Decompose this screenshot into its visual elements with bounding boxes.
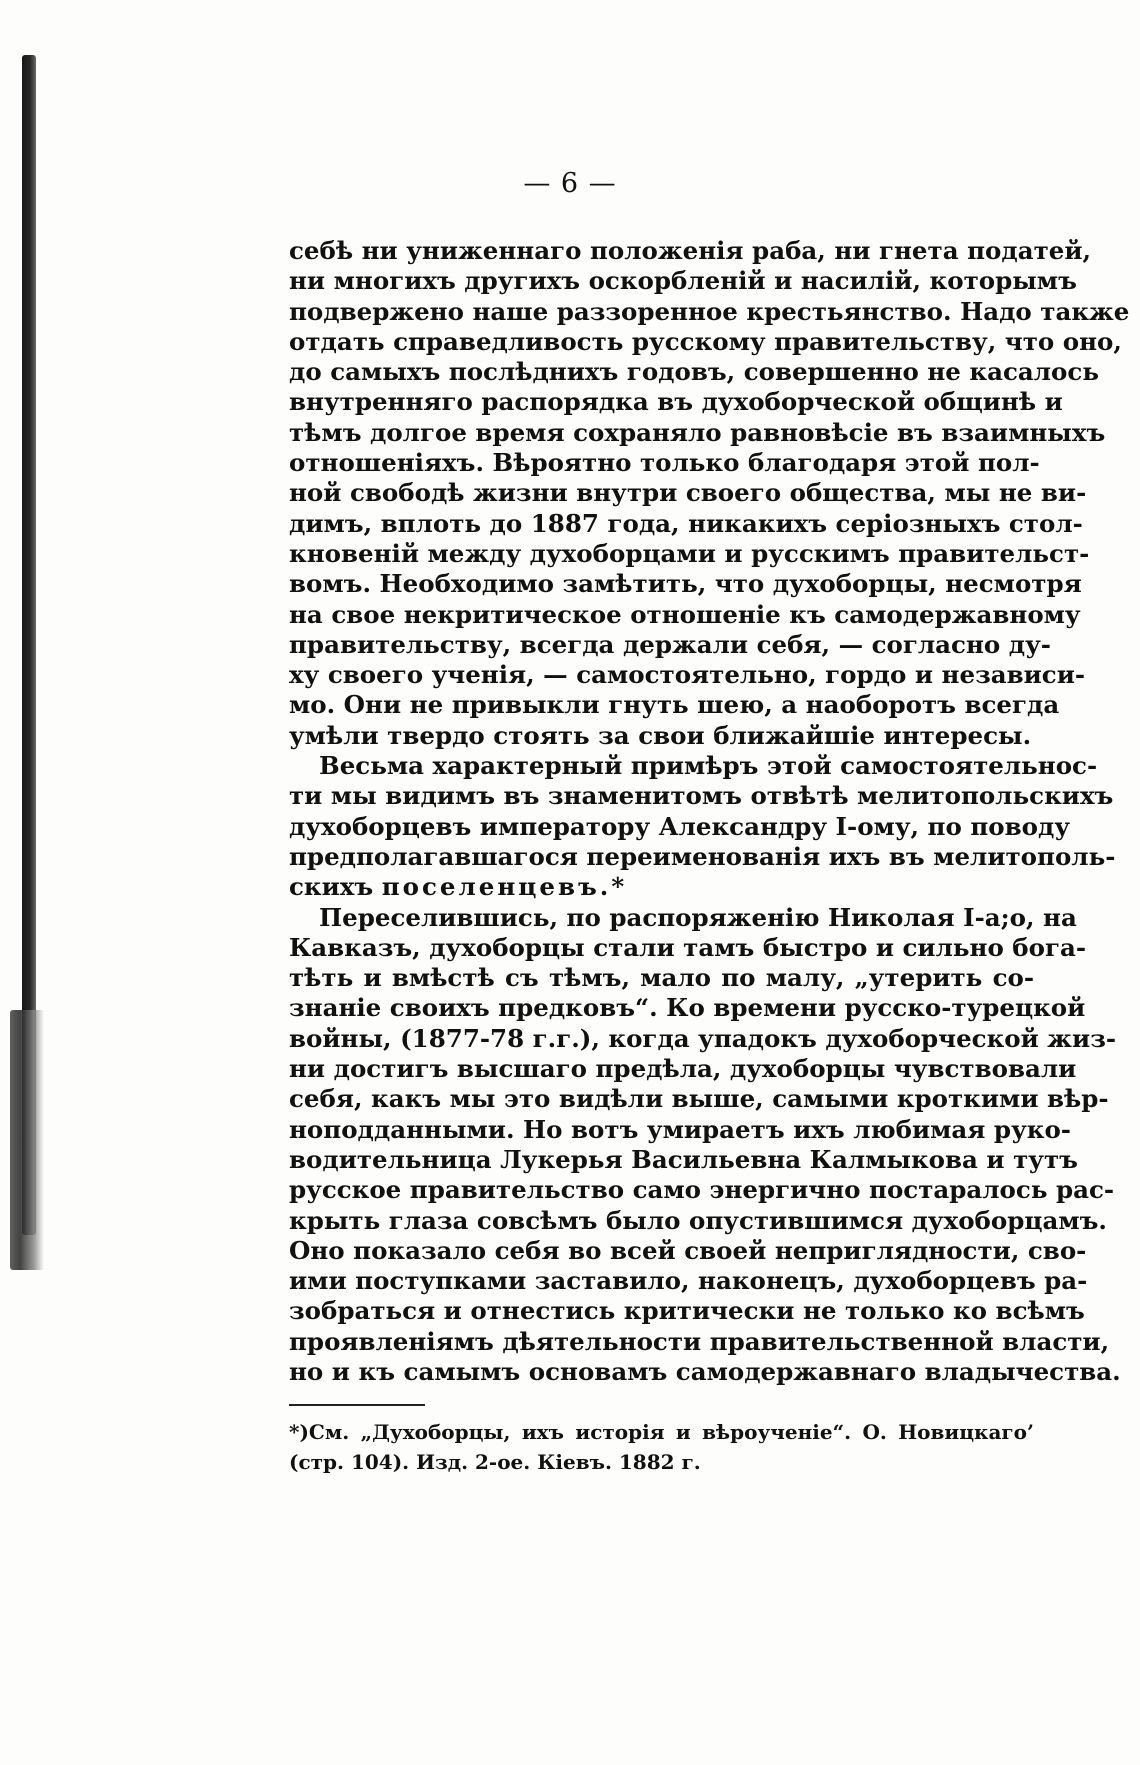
text-line: но и къ самымъ основамъ самодержавнаго владычества. xyxy=(289,1356,1121,1386)
text-line: проявленіямъ дѣятельности правительственной власти, xyxy=(289,1326,1110,1356)
text-line: войны, (1877-78 г.г.), когда упадокъ духоборческой жиз- xyxy=(289,1023,1117,1053)
footnote-divider xyxy=(289,1404,425,1406)
text-line: на свое некритическое отношеніе къ самодержавному xyxy=(289,599,1081,629)
text-line: вомъ. Необходимо замѣтить, что духоборцы, несмотря xyxy=(289,569,1082,599)
text-line: отдать справедливость русскому правительству, что оно, xyxy=(289,326,1122,356)
text-line: водительница Лукерья Васильевна Калмыкова и тутъ xyxy=(289,1144,1078,1174)
text-line: ими поступками заставило, наконецъ, духоборцевъ ра- xyxy=(289,1266,1088,1296)
emphasized-text: поселенцевъ.* xyxy=(381,872,628,902)
text-line: Переселившись, по распоряженію Николая I-а;о, на xyxy=(319,902,1077,932)
text-line: тѣмъ долгое время сохраняло равновѣсіе въ взаимныхъ xyxy=(289,417,1106,447)
footnote-line: (стр. 104). Изд. 2-ое. Кіевъ. 1882 г. xyxy=(289,1450,701,1474)
text-line: себѣ ни униженнаго положенія раба, ни гнета податей, xyxy=(289,236,1092,265)
text-line: Кавказъ, духоборцы стали тамъ быстро и сильно бога- xyxy=(289,932,1087,962)
body-text xyxy=(289,236,1130,1387)
text-line: димъ, вплоть до 1887 года, никакихъ серіозныхъ стол- xyxy=(289,508,1083,538)
text-line: до самыхъ послѣднихъ годовъ, совершенно не касалось xyxy=(289,357,1099,387)
binding-edge-smudge xyxy=(10,1010,44,1270)
text-fragment: скихъ xyxy=(289,872,374,902)
text-line: знаніе своихъ предковъ“. Ко времени русско-турецкой xyxy=(289,993,1086,1023)
text-line: мо. Они не привыкли гнуть шею, а наоборотъ всегда xyxy=(289,690,1060,720)
text-line: ху своего ученія, — самостоятельно, гордо и независи- xyxy=(289,660,1086,690)
text-line: ни многихъ другихъ оскорбленій и насилій, которымъ xyxy=(289,266,1077,296)
text-line: Оно показало себя во всей своей неприглядности, сво- xyxy=(289,1235,1087,1265)
text-line: себя, какъ мы это видѣли выше, самыми кроткими вѣр- xyxy=(289,1084,1109,1114)
text-line: крыть глаза совсѣмъ было опустившимся духоборцамъ. xyxy=(289,1205,1107,1235)
footnote-line: *)См. „Духоборцы, ихъ исторія и вѣроученіе“. О. Новицкаго’ xyxy=(289,1420,1034,1444)
text-line: кновеній между духоборцами и русскимъ правительст- xyxy=(289,538,1090,568)
text-line: русское правительство само энергично постаралось рас- xyxy=(289,1175,1115,1205)
text-line: ной свободѣ жизни внутри своего общества, мы не ви- xyxy=(289,478,1087,508)
text-line: внутренняго распорядка въ духоборческой общинѣ и xyxy=(289,387,1063,417)
text-line: предполагавшагося переименованія ихъ въ мелитополь- xyxy=(289,841,1116,871)
text-line: подвержено наше раззоренное крестьянство. Надо также xyxy=(289,296,1130,326)
text-line xyxy=(289,872,1034,902)
text-line: отношеніяхъ. Вѣроятно только благодаря этой пол- xyxy=(289,448,1040,478)
text-line: ноподданными. Но вотъ умираетъ ихъ любимая руко- xyxy=(289,1114,1071,1144)
text-line: ти мы видимъ въ знаменитомъ отвѣтѣ мелитопольскихъ xyxy=(289,781,1114,811)
page-number: — 6 — xyxy=(523,168,617,199)
text-line: духоборцевъ императору Александру I-ому, по поводу xyxy=(289,811,1071,841)
text-line: зобраться и отнестись критически не только ко всѣмъ xyxy=(289,1296,1085,1326)
text-line: ни достигъ высшаго предѣла, духоборцы чувствовали xyxy=(289,1054,1077,1084)
text-line: Весьма характерный примѣръ этой самостоятельнос- xyxy=(319,751,1098,781)
text-line: тѣть и вмѣстѣ съ тѣмъ, мало по малу, „утерить со- xyxy=(289,963,1034,993)
text-line: умѣли твердо стоять за свои ближайшіе интересы. xyxy=(289,720,1032,750)
text-line: правительству, всегда держали себя, — согласно ду- xyxy=(289,629,1051,659)
footnote xyxy=(289,1417,1034,1477)
